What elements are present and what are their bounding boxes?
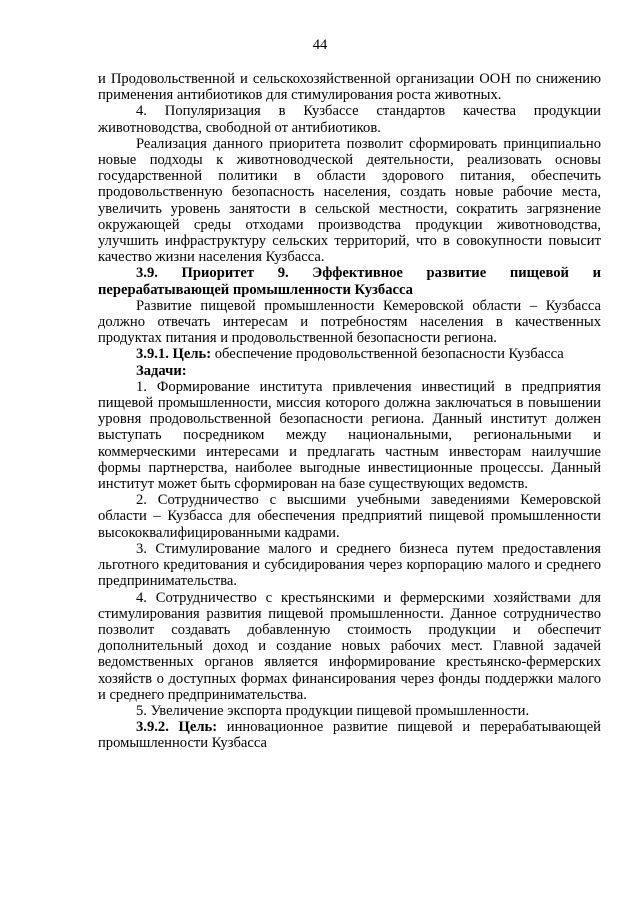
paragraph-fao-continuation: и Продовольственной и сельскохозяйственной организации ООН по снижению применения антибиотиков для стимулирования роста животных. — [98, 71, 601, 104]
task-5: 5. Увеличение экспорта продукции пищевой промышленности. — [136, 702, 530, 719]
goal-3-9-2-label: 3.9.2. Цель: — [136, 719, 218, 736]
paragraph-food-industry-development: Развитие пищевой промышленности Кемеровской области – Кузбасса должно отвечать интересам и потребностям населения в качественных продуктах питания и продовольственной безопасности региона. — [98, 297, 601, 347]
task-4: 4. Сотрудничество с крестьянскими и фермерскими хозяйствами для стимулирования развития пищевой промышленности. Данное сотрудничество позволит создавать добавленную стоимость продукции и обеспечит дополнительный доход и создание новых рабочих мест. Главной задачей ведомственных органов является информирование крестьянско-фермерских хозяйств о доступных формах финансирования через фонды поддержки малого и среднего предпринимательства. — [98, 589, 601, 703]
task-3: 3. Стимулирование малого и среднего бизнеса путем предоставления льготного кредитования и субсидирования через корпорацию малого и среднего предпринимательства. — [98, 540, 601, 590]
goal-3-9-1 — [98, 346, 601, 362]
paragraph-implementation: Реализация данного приоритета позволит сформировать принципиально новые подходы к животноводческой деятельности, реализовать основы государственной политики в области здорового питания, обеспечить продовольственную безопасность населения, создать новые рабочие места, увеличить уровень занятости в сельской местности, сократить загрязнение окружающей среды отходами производства продукции животноводства, улучшить инфраструктуру сельских территорий, что в совокупности повысит качество жизни населения Кузбасса. — [98, 135, 601, 266]
section-heading-3-9: 3.9. Приоритет 9. Эффективное развитие пищевой и перерабатывающей промышленности Кузбасса — [98, 265, 601, 298]
goal-3-9-2-text: инновационное развитие пищевой и перерабатывающей промышленности Кузбасса — [98, 719, 601, 752]
task-2: 2. Сотрудничество с высшими учебными заведениями Кемеровской области – Кузбасса для обеспечения предприятий пищевой промышленности высококвалифицированными кадрами. — [98, 492, 601, 541]
paragraph-item-4-popularization: 4. Популяризация в Кузбассе стандартов качества продукции животноводства, свободной от антибиотиков. — [98, 103, 601, 136]
page-number: 44 — [312, 37, 328, 53]
goal-3-9-1-label: 3.9.1. Цель: — [136, 346, 212, 363]
goal-3-9-2 — [98, 719, 601, 751]
goal-3-9-1-text: обеспечение продовольственной безопасности Кузбасса — [211, 346, 564, 363]
document-body — [98, 71, 601, 752]
task-1: 1. Формирование института привлечения инвестиций в предприятия пищевой промышленности, миссия которого должна заключаться в повышении уровня продовольственной безопасности региона. Данный институт должен выступать посредником между национальными, региональными и коммерческими интересами и предлагать частным инвесторам наилучшие формы партнерства, наиболее выгодные инвестиционные процессы. Данный институт может быть сформирован на базе существующих ведомств. — [98, 378, 601, 493]
tasks-label: Задачи: — [136, 362, 187, 379]
